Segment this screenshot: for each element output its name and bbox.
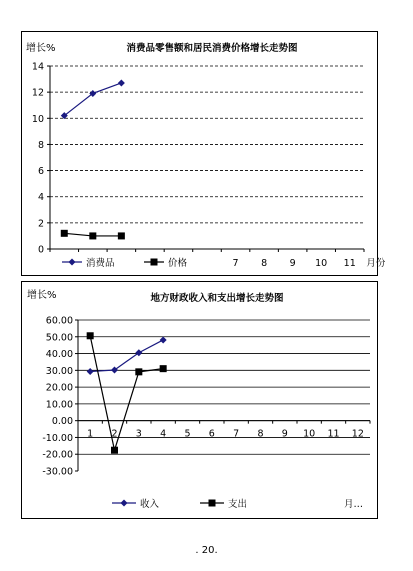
x-axis-label: 月… xyxy=(344,499,364,510)
x-tick-label: 10 xyxy=(315,258,328,269)
x-tick-label: 4 xyxy=(160,428,167,440)
series-line-1 xyxy=(64,83,121,116)
data-point xyxy=(61,230,68,237)
legend-marker-2 xyxy=(151,259,158,266)
series-line-1 xyxy=(90,340,163,372)
x-tick-label: 6 xyxy=(208,428,215,440)
legend-marker-2 xyxy=(209,500,216,507)
x-tick-label: 8 xyxy=(261,258,268,269)
page-number: . 20. xyxy=(195,545,218,556)
y-tick-label: 40.00 xyxy=(45,349,73,361)
y-tick-label: 4 xyxy=(37,192,44,204)
y-tick-label: 50.00 xyxy=(45,332,73,344)
y-tick-label: 0 xyxy=(37,244,44,256)
x-tick-label: 12 xyxy=(351,428,364,440)
y-tick-label: -10.00 xyxy=(42,432,73,444)
data-point xyxy=(135,368,142,375)
y-axis-label: 增长% xyxy=(26,43,56,54)
y-tick-label: 10 xyxy=(31,113,44,125)
x-tick-label: 9 xyxy=(281,428,288,440)
x-tick-label: 2 xyxy=(111,428,118,440)
legend-label-2: 支出 xyxy=(228,499,248,510)
x-tick-label: 7 xyxy=(233,428,240,440)
legend-marker-1 xyxy=(121,500,128,507)
consumption-chart-panel xyxy=(21,31,386,276)
data-point xyxy=(87,332,94,339)
chart-title: 消费品零售额和居民消费价格增长走势图 xyxy=(126,43,298,54)
x-tick-label: 5 xyxy=(184,428,191,440)
data-point xyxy=(111,447,118,454)
x-tick-label: 1 xyxy=(87,428,94,440)
data-point xyxy=(160,336,167,343)
series-line-2 xyxy=(90,336,163,450)
y-tick-label: 20.00 xyxy=(45,382,73,394)
legend-label-2: 价格 xyxy=(168,258,188,269)
y-tick-label: -20.00 xyxy=(42,449,73,461)
x-tick-label: 11 xyxy=(343,258,356,269)
y-tick-label: 60.00 xyxy=(45,315,73,327)
data-point xyxy=(89,232,96,239)
fiscal-chart xyxy=(22,282,377,518)
x-tick-label: 9 xyxy=(289,258,296,269)
data-point xyxy=(118,79,125,86)
x-tick-label: 11 xyxy=(327,428,340,440)
data-point xyxy=(118,232,125,239)
y-tick-label: 12 xyxy=(31,87,44,99)
x-tick-label: 3 xyxy=(135,428,142,440)
legend-label-1: 收入 xyxy=(140,499,160,510)
y-tick-label: 6 xyxy=(37,166,44,178)
y-tick-label: 2 xyxy=(37,218,44,230)
fiscal-chart-panel xyxy=(21,281,378,519)
y-tick-label: 10.00 xyxy=(45,399,73,411)
y-tick-label: 30.00 xyxy=(45,365,73,377)
y-tick-label: 8 xyxy=(37,139,44,151)
chart-title: 地方财政收入和支出增长走势图 xyxy=(150,293,284,304)
y-axis-label: 增长% xyxy=(27,290,57,301)
y-tick-label: 0.00 xyxy=(51,416,73,428)
consumption-chart xyxy=(22,32,386,275)
x-tick-label: 8 xyxy=(257,428,264,440)
legend-marker-1 xyxy=(69,259,76,266)
legend-label-1: 消费品 xyxy=(86,258,115,269)
x-axis-label: 月份 xyxy=(366,258,386,269)
data-point xyxy=(87,368,94,375)
x-tick-label: 10 xyxy=(303,428,316,440)
data-point xyxy=(160,365,167,372)
y-tick-label: 14 xyxy=(31,61,44,73)
y-tick-label: -30.00 xyxy=(42,466,73,478)
x-tick-label: 7 xyxy=(232,258,239,269)
